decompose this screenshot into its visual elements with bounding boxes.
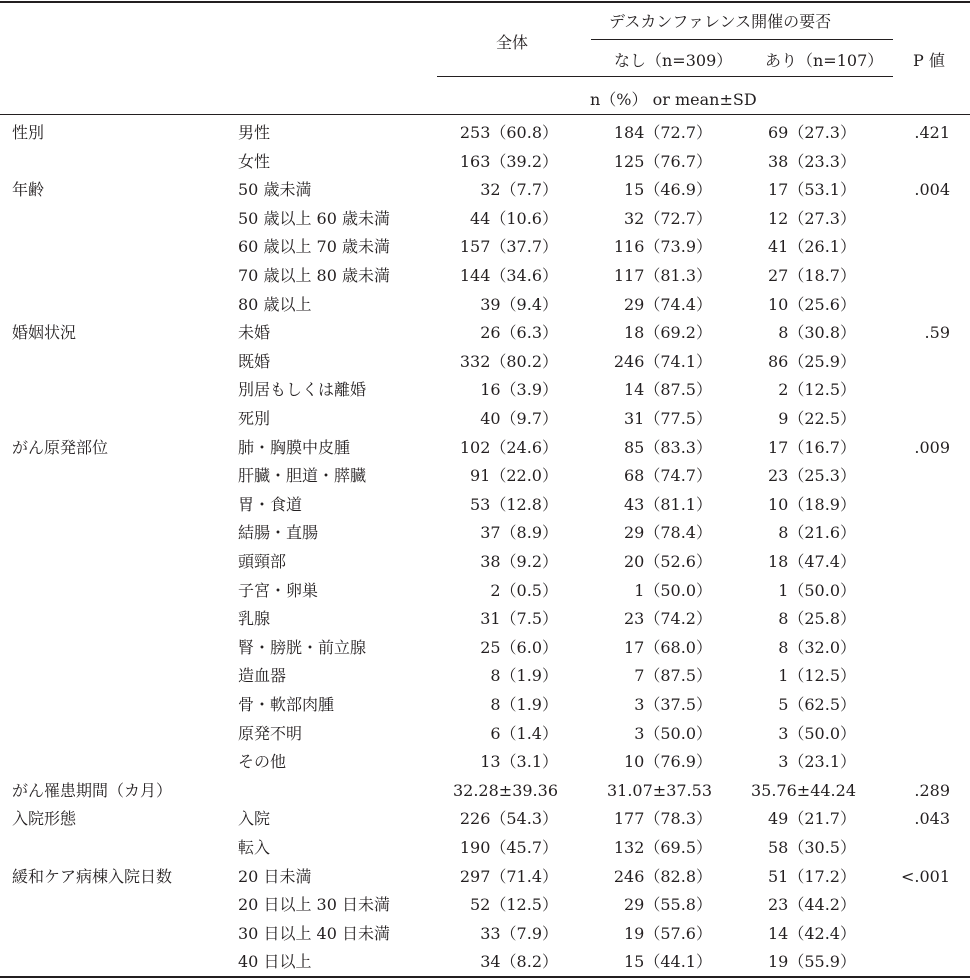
row-no-value: 43（81.1） — [624, 494, 712, 514]
header-group-title: デスカンファレンス開催の要否 — [609, 12, 832, 31]
row-no-value: 31（77.5） — [624, 409, 712, 428]
row-no-value: 20（52.6） — [624, 552, 712, 571]
row-yes-value: 69（27.3） — [768, 123, 856, 142]
row-category: がん罹患期間（カ月） — [12, 780, 173, 800]
table-row — [0, 863, 970, 891]
header-no: なし（n=309） — [614, 51, 733, 70]
table-row — [0, 205, 970, 233]
row-no-value: 14（87.5） — [624, 380, 712, 400]
row-subcategory: 60 歳以上 70 歳未満 — [238, 237, 390, 257]
row-yes-value: 8（21.6） — [778, 523, 856, 543]
row-subcategory: 50 歳以上 60 歳未満 — [238, 208, 390, 228]
table-row — [0, 119, 970, 147]
row-total-value: 53（12.8） — [470, 494, 558, 514]
row-subcategory: 入院 — [238, 809, 271, 829]
table-row — [0, 519, 970, 547]
row-no-value: 29（78.4） — [624, 523, 712, 543]
row-subcategory: 原発不明 — [238, 723, 303, 743]
row-no-value: 3（37.5） — [634, 695, 712, 714]
row-total-value: 8（1.9） — [490, 695, 558, 714]
row-subcategory: 男性 — [238, 123, 271, 142]
table-row — [0, 805, 970, 833]
header-total: 全体 — [496, 33, 529, 52]
table-row — [0, 491, 970, 519]
table-row — [0, 148, 970, 176]
row-total-value: 26（6.3） — [480, 323, 558, 343]
row-yes-value: 23（25.3） — [768, 466, 856, 486]
row-p-value: .59 — [924, 323, 950, 343]
row-total-value: 33（7.9） — [480, 923, 558, 943]
row-subcategory: 50 歳未満 — [238, 180, 312, 200]
row-no-value: 68（74.7） — [624, 466, 712, 486]
row-yes-value: 8（30.8） — [778, 323, 856, 343]
row-total-value: 190（45.7） — [459, 838, 558, 857]
row-subcategory: 肺・胸膜中皮腫 — [238, 437, 351, 457]
table-row — [0, 405, 970, 433]
row-total-value: 144（34.6） — [459, 266, 558, 285]
row-yes-value: 23（44.2） — [768, 895, 856, 915]
table-row — [0, 348, 970, 376]
row-subcategory: 骨・軟部肉腫 — [238, 695, 335, 714]
row-total-value: 38（9.2） — [480, 552, 558, 571]
row-yes-value: 8（25.8） — [778, 609, 856, 629]
table-row — [0, 948, 970, 976]
subheader-rule — [437, 76, 893, 77]
table-row — [0, 834, 970, 862]
row-subcategory: 30 日以上 40 日未満 — [238, 923, 390, 943]
row-total-value: 32（7.7） — [480, 180, 558, 200]
row-yes-value: 10（18.9） — [768, 494, 856, 514]
row-total-value: 39（9.4） — [480, 294, 558, 314]
row-no-value: 15（44.1） — [624, 952, 712, 972]
row-category: 性別 — [12, 123, 45, 142]
row-category: 婚姻状況 — [12, 323, 77, 343]
table-row — [0, 376, 970, 404]
row-total-value: 52（12.5） — [470, 895, 558, 915]
row-yes-value: 27（18.7） — [768, 266, 856, 285]
row-total-value: 25（6.0） — [480, 637, 558, 657]
row-subcategory: 70 歳以上 80 歳未満 — [238, 266, 390, 285]
row-no-value: 17（68.0） — [624, 637, 712, 657]
row-no-value: 117（81.3） — [613, 266, 712, 285]
row-subcategory: 女性 — [238, 151, 271, 171]
table-row — [0, 434, 970, 462]
row-yes-value: 1（12.5） — [778, 666, 856, 686]
header-unit-note: n（%） or mean±SD — [590, 90, 757, 109]
row-total-value: 34（8.2） — [480, 952, 558, 972]
row-no-value: 3（50.0） — [634, 723, 712, 743]
header-p-value: P 値 — [913, 51, 945, 70]
row-total-value: 2（0.5） — [490, 580, 558, 600]
row-subcategory: 腎・膀胱・前立腺 — [238, 637, 367, 657]
row-no-value: 18（69.2） — [624, 323, 712, 343]
row-yes-value: 14（42.4） — [768, 923, 856, 943]
row-subcategory: 転入 — [238, 838, 271, 857]
table-row — [0, 462, 970, 490]
row-total-value: 44（10.6） — [470, 208, 558, 228]
table-row — [0, 291, 970, 319]
row-p-value: .004 — [914, 180, 950, 200]
table-row — [0, 577, 970, 605]
row-no-value: 32（72.7） — [624, 208, 712, 228]
row-total-value: 297（71.4） — [459, 866, 558, 886]
row-subcategory: 40 日以上 — [238, 952, 312, 972]
row-yes-value: 86（25.9） — [768, 351, 856, 371]
row-p-value: .289 — [914, 780, 950, 800]
row-no-value: 10（76.9） — [624, 752, 712, 772]
row-subcategory: 肝臓・胆道・膵臓 — [238, 466, 367, 486]
row-no-value: 29（55.8） — [624, 895, 712, 915]
row-category: 緩和ケア病棟入院日数 — [12, 866, 173, 886]
row-subcategory: その他 — [238, 752, 287, 772]
row-yes-value: 17（53.1） — [768, 180, 856, 200]
row-yes-value: 51（17.2） — [768, 866, 856, 886]
row-no-value: 1（50.0） — [634, 580, 712, 600]
row-yes-value: 38（23.3） — [768, 151, 856, 171]
row-total-value: 102（24.6） — [459, 437, 558, 457]
row-yes-value: 1（50.0） — [778, 580, 856, 600]
row-subcategory: 死別 — [238, 409, 271, 428]
row-total-value: 91（22.0） — [470, 466, 558, 486]
row-no-value: 184（72.7） — [613, 123, 712, 142]
table-row — [0, 920, 970, 948]
row-no-value: 125（76.7） — [613, 151, 712, 171]
row-p-value: .009 — [914, 437, 950, 457]
row-p-value: .043 — [914, 809, 950, 829]
table-top-rule — [0, 1, 970, 3]
row-subcategory: 未婚 — [238, 323, 271, 343]
row-yes-value: 12（27.3） — [768, 208, 856, 228]
row-subcategory: 20 日未満 — [238, 866, 312, 886]
row-category: 年齢 — [12, 180, 45, 200]
row-subcategory: 別居もしくは離婚 — [238, 380, 367, 400]
header-yes: あり（n=107） — [765, 51, 884, 70]
row-subcategory: 結腸・直腸 — [238, 523, 319, 543]
row-yes-value: 35.76±44.24 — [750, 780, 856, 800]
row-total-value: 226（54.3） — [459, 809, 558, 829]
row-total-value: 157（37.7） — [459, 237, 558, 257]
table-row — [0, 748, 970, 776]
row-no-value: 85（83.3） — [624, 437, 712, 457]
row-total-value: 13（3.1） — [480, 752, 558, 772]
row-no-value: 116（73.9） — [613, 237, 712, 257]
row-no-value: 15（46.9） — [624, 180, 712, 200]
row-no-value: 246（74.1） — [613, 351, 712, 371]
row-subcategory: 乳腺 — [238, 609, 271, 629]
table-row — [0, 548, 970, 576]
row-total-value: 8（1.9） — [490, 666, 558, 686]
table-row — [0, 662, 970, 690]
row-subcategory: 子宮・卵巣 — [238, 580, 319, 600]
row-category: がん原発部位 — [12, 437, 109, 457]
row-total-value: 40（9.7） — [480, 409, 558, 428]
header-bottom-rule — [0, 114, 970, 115]
table-row — [0, 605, 970, 633]
table-row — [0, 891, 970, 919]
row-total-value: 332（80.2） — [459, 351, 558, 371]
row-yes-value: 5（62.5） — [778, 695, 856, 714]
row-yes-value: 2（12.5） — [778, 380, 856, 400]
row-yes-value: 9（22.5） — [778, 409, 856, 428]
table-row — [0, 691, 970, 719]
row-yes-value: 49（21.7） — [768, 809, 856, 829]
row-total-value: 253（60.8） — [459, 123, 558, 142]
row-yes-value: 18（47.4） — [768, 552, 856, 571]
row-yes-value: 3（23.1） — [778, 752, 856, 772]
row-yes-value: 19（55.9） — [768, 952, 856, 972]
row-no-value: 31.07±37.53 — [606, 780, 712, 800]
row-no-value: 19（57.6） — [624, 923, 712, 943]
row-no-value: 29（74.4） — [624, 294, 712, 314]
row-category: 入院形態 — [12, 809, 77, 829]
row-no-value: 246（82.8） — [613, 866, 712, 886]
row-total-value: 163（39.2） — [459, 151, 558, 171]
row-yes-value: 3（50.0） — [778, 723, 856, 743]
table-row — [0, 634, 970, 662]
row-yes-value: 41（26.1） — [768, 237, 856, 257]
row-subcategory: 胃・食道 — [238, 494, 303, 514]
row-total-value: 31（7.5） — [480, 609, 558, 629]
row-total-value: 6（1.4） — [490, 723, 558, 743]
row-total-value: 32.28±39.36 — [452, 780, 558, 800]
row-no-value: 23（74.2） — [624, 609, 712, 629]
table-row — [0, 720, 970, 748]
row-subcategory: 既婚 — [238, 351, 271, 371]
row-yes-value: 17（16.7） — [768, 437, 856, 457]
group-header-rule — [591, 39, 893, 40]
table-row — [0, 176, 970, 204]
row-subcategory: 造血器 — [238, 666, 287, 686]
row-no-value: 132（69.5） — [613, 838, 712, 857]
row-no-value: 177（78.3） — [613, 809, 712, 829]
row-yes-value: 10（25.6） — [768, 294, 856, 314]
row-yes-value: 8（32.0） — [778, 637, 856, 657]
row-subcategory: 頭頸部 — [238, 552, 287, 571]
table-row — [0, 233, 970, 261]
row-total-value: 16（3.9） — [480, 380, 558, 400]
row-p-value: .421 — [914, 123, 950, 142]
row-p-value: <.001 — [900, 866, 950, 886]
row-subcategory: 20 日以上 30 日未満 — [238, 895, 390, 915]
row-subcategory: 80 歳以上 — [238, 294, 312, 314]
table-row — [0, 319, 970, 347]
row-no-value: 7（87.5） — [634, 666, 712, 686]
table-row — [0, 777, 970, 805]
table-row — [0, 262, 970, 290]
row-total-value: 37（8.9） — [480, 523, 558, 543]
row-yes-value: 58（30.5） — [768, 838, 856, 857]
